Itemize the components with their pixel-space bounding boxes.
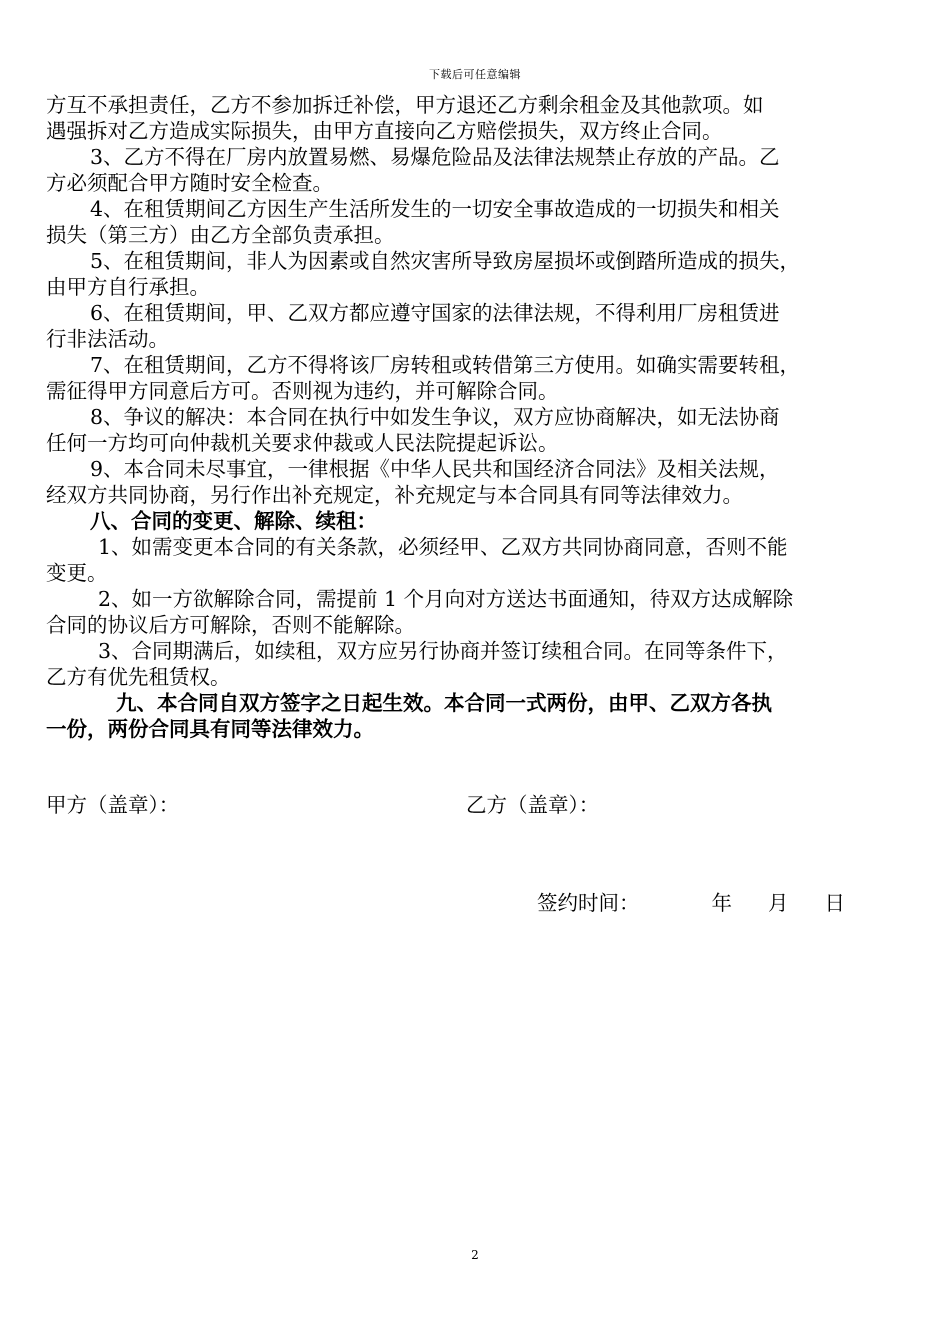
text-line: 1、如需变更本合同的有关条款，必须经甲、乙双方共同协商同意，否则不能: [98, 535, 788, 559]
page-number: 2: [471, 1248, 479, 1262]
party-b-seal-label: 乙方（盖章）：: [466, 793, 600, 817]
section-9: [46, 690, 908, 742]
clause-5: [46, 248, 908, 300]
text-line: 遇强拆对乙方造成实际损失，由甲方直接向乙方赔偿损失，双方终止合同。: [46, 119, 723, 143]
text-line: 6、在租赁期间，甲、乙双方都应遵守国家的法律法规，不得利用厂房租赁进: [90, 301, 780, 325]
text-line: 3、合同期满后，如续租，双方应另行协商并签订续租合同。在同等条件下，: [98, 639, 788, 663]
document-body: [46, 92, 908, 742]
text-line: 合同的协议后方可解除，否则不能解除。: [46, 613, 415, 637]
text-line: 变更。: [46, 561, 108, 585]
signing-date-label: 签约时间：: [537, 891, 640, 915]
text-line: 7、在租赁期间，乙方不得将该厂房转租或转借第三方使用。如确实需要转租，: [90, 353, 801, 377]
clause-4: [46, 196, 908, 248]
clause-8: [46, 404, 908, 456]
section-8-item-3: [46, 638, 908, 690]
text-line: 方必须配合甲方随时安全检查。: [46, 171, 333, 195]
party-a-seal-label: 甲方（盖章）：: [46, 793, 180, 817]
clause-7: [46, 352, 908, 404]
text-line: 任何一方均可向仲裁机关要求仲裁或人民法院提起诉讼。: [46, 431, 559, 455]
text-line: 8、争议的解决：本合同在执行中如发生争议，双方应协商解决，如无法协商: [90, 405, 780, 429]
section-8-heading: 八、合同的变更、解除、续租：: [90, 509, 377, 533]
text-line: 3、乙方不得在厂房内放置易燃、易爆危险品及法律法规禁止存放的产品。乙: [90, 145, 780, 169]
text-line: 经双方共同协商，另行作出补充规定，补充规定与本合同具有同等法律效力。: [46, 483, 743, 507]
clause-3: [46, 144, 908, 196]
text-line: 九、本合同自双方签字之日起生效。本合同一式两份，由甲、乙双方各执: [116, 691, 772, 715]
text-line: 2、如一方欲解除合同，需提前 1 个月向对方送达书面通知，待双方达成解除: [98, 587, 794, 611]
clause-9: [46, 456, 908, 508]
clause-continuation: [46, 92, 908, 144]
clause-6: [46, 300, 908, 352]
text-line: 行非法活动。: [46, 327, 169, 351]
text-line: 4、在租赁期间乙方因生产生活所发生的一切安全事故造成的一切损失和相关: [90, 197, 780, 221]
text-line: 方互不承担责任，乙方不参加拆迁补偿，甲方退还乙方剩余租金及其他款项。如: [46, 93, 764, 117]
signing-date: [537, 886, 845, 916]
section-8-item-1: [46, 534, 908, 586]
month-label: 月: [768, 891, 789, 915]
text-line: 损失（第三方）由乙方全部负责承担。: [46, 223, 395, 247]
text-line: 乙方有优先租赁权。: [46, 665, 231, 689]
text-line: 5、在租赁期间，非人为因素或自然灾害所导致房屋损坏或倒踏所造成的损失，: [90, 249, 801, 273]
text-line: 9、本合同未尽事宜，一律根据《中华人民共和国经济合同法》及相关法规，: [90, 457, 780, 481]
text-line: 一份，两份合同具有同等法律效力。: [46, 717, 374, 741]
section-8-item-2: [46, 586, 908, 638]
text-line: 由甲方自行承担。: [46, 275, 210, 299]
year-label: 年: [711, 891, 732, 915]
page-header-note: 下载后可任意编辑: [429, 68, 521, 81]
text-line: 需征得甲方同意后方可。否则视为违约，并可解除合同。: [46, 379, 559, 403]
day-label: 日: [824, 891, 845, 915]
